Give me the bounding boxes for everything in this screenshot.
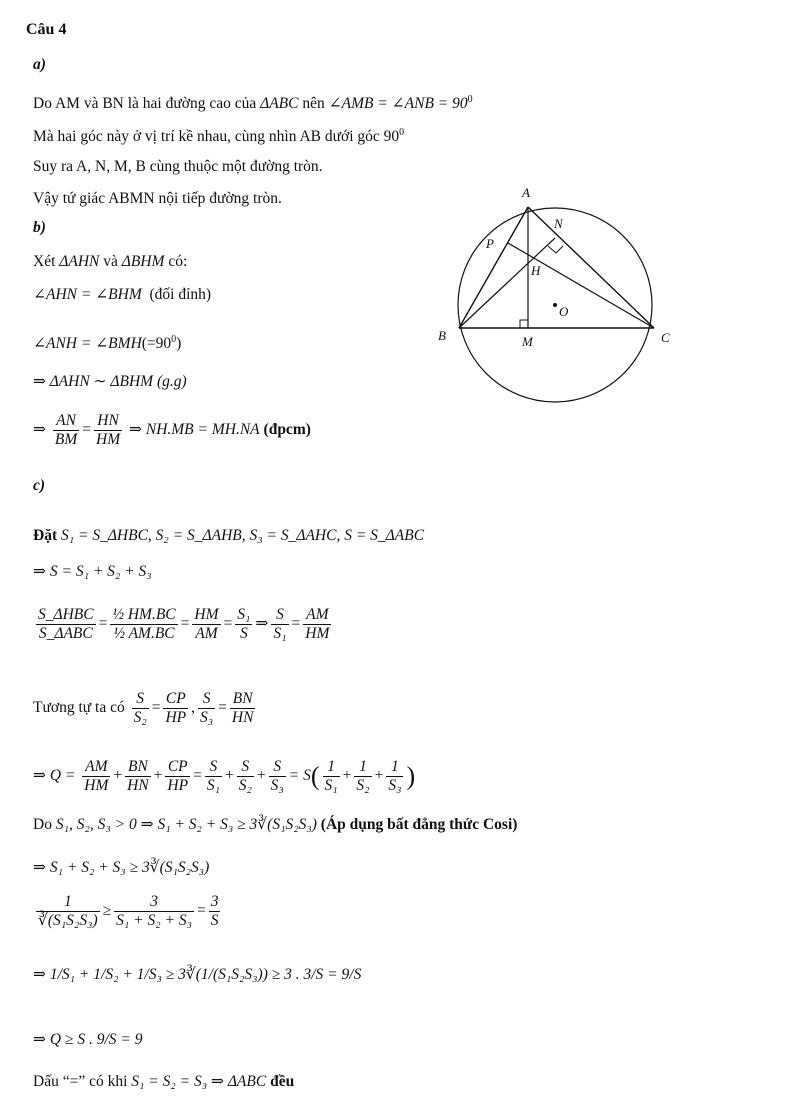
- num: S: [269, 758, 286, 777]
- num: S: [198, 690, 215, 709]
- den: S₁: [324, 777, 338, 794]
- den: HN: [127, 777, 149, 794]
- part-c-ratio: $\frac{\text{S\_ΔHBC}}{\text{S\_ΔABC}}$ = $\frac{\text{½ HM.BC}}{\text{½ AM.BC}}$ = $\frac{HM}{AM}$ = $\frac{\text{S₁}}{S}$ ⇒ $\frac{S}{\text{S₁}}$ = $\frac{AM}{HM}$: [38, 606, 330, 642]
- label-o: O: [559, 304, 569, 319]
- fraction-hn-hm: [94, 412, 122, 449]
- triangle-abc: ΔABC: [260, 95, 299, 113]
- num: S_ΔHBC: [38, 606, 94, 623]
- num: S: [132, 690, 149, 709]
- arrow: ⇒: [33, 421, 46, 439]
- fraction: [386, 758, 403, 795]
- part-a-label: a): [33, 56, 46, 73]
- definition: S₁ = S_ΔHBC, S₂ = S_ΔAHB, S₃ = S_ΔAHC, S = S_ΔABC: [60, 527, 425, 544]
- text: Dấu “=” có khi: [33, 1073, 128, 1090]
- value: (=90: [141, 335, 172, 353]
- num: S: [205, 758, 222, 777]
- note: (Áp dụng bất đẳng thức Cosi): [320, 816, 518, 833]
- text: Do: [33, 816, 52, 833]
- part-b-line-1: [33, 252, 187, 272]
- question-title: Câu 4: [26, 21, 67, 38]
- result: ⇒ Q ≥ S . 9/S = 9: [33, 1031, 143, 1048]
- triangle-ahn: ΔAHN: [59, 253, 100, 270]
- den: ½ AM.BC: [113, 625, 175, 642]
- den: HM: [96, 431, 121, 448]
- angle-equation: ∠ANH = ∠BMH: [33, 335, 142, 353]
- num: HN: [94, 412, 122, 431]
- num: AM: [303, 606, 331, 625]
- text: Tương tự ta có: [33, 699, 125, 717]
- part-c-label: c): [33, 477, 46, 494]
- part-c-q-result: [33, 1030, 142, 1050]
- angle-90: 90: [383, 128, 400, 146]
- fraction: [198, 690, 215, 727]
- fraction: [205, 758, 222, 795]
- part-b-line-3: [33, 330, 181, 354]
- den: HN: [231, 709, 254, 726]
- den: S₁ + S₂ + S₃: [116, 912, 192, 929]
- fraction: [125, 758, 151, 795]
- den: HM: [305, 625, 330, 642]
- den: S_ΔABC: [38, 625, 93, 642]
- part-c-sum: [33, 562, 152, 582]
- part-b-line-5: ⇒ $\frac{AN}{BM}$ = $\frac{HN}{HM}$ ⇒ NH.MB = MH.NA (đpcm): [33, 412, 311, 448]
- num: 1: [386, 758, 403, 777]
- den: S₃: [388, 777, 402, 794]
- num: 3: [114, 893, 194, 912]
- num: BN: [125, 758, 151, 777]
- fraction: [36, 606, 96, 643]
- fraction: [323, 758, 340, 795]
- den: BM: [54, 431, 78, 448]
- den: S: [210, 912, 219, 929]
- fraction: [192, 606, 220, 643]
- am-gm: S₁, S₂, S₃ > 0 ⇒ S₁ + S₂ + S₃ ≥ 3∛(S₁S₂S₃): [55, 816, 317, 833]
- fraction: [165, 758, 190, 795]
- num: BN: [230, 690, 256, 709]
- degree: 0: [399, 127, 405, 138]
- den: S: [239, 625, 248, 642]
- part-a-line-3: Suy ra A, N, M, B cùng thuộc một đường tròn.: [33, 158, 323, 175]
- note: (đpcm): [263, 421, 311, 439]
- num: S: [271, 606, 288, 625]
- num: HM: [194, 606, 219, 623]
- equality-condition: S₁ = S₂ = S₃ ⇒ ΔABC: [131, 1073, 267, 1090]
- center-dot: [553, 303, 557, 307]
- text: đều: [270, 1073, 295, 1090]
- label-h: H: [531, 263, 541, 278]
- inequality: ⇒ S₁ + S₂ + S₃ ≥ 3∛(S₁S₂S₃): [33, 859, 210, 876]
- fraction: [269, 758, 286, 795]
- note: (g.g): [156, 373, 187, 390]
- angle-equation: ∠AHN = ∠BHM: [33, 286, 142, 303]
- similarity: ⇒ ΔAHN ∼ ΔBHM: [33, 373, 154, 390]
- fraction: [82, 758, 110, 795]
- degree: 0: [467, 94, 473, 105]
- num: S: [237, 758, 254, 777]
- degree: 0: [171, 334, 177, 345]
- fraction: [36, 893, 100, 930]
- num: CP: [165, 758, 190, 777]
- part-b-label: b): [33, 219, 46, 236]
- segment-cp: [508, 243, 654, 328]
- result: ⇒ NH.MB = MH.NA: [129, 421, 260, 439]
- label-n: N: [554, 216, 563, 231]
- note: (đối đỉnh): [149, 286, 212, 303]
- sum: ⇒ S = S₁ + S₂ + S₃: [33, 563, 152, 580]
- num: 1: [354, 758, 371, 777]
- label-p: P: [486, 236, 494, 251]
- paren: (: [310, 761, 320, 791]
- den: S₁: [206, 777, 220, 794]
- q-start: ⇒ Q =: [33, 767, 76, 785]
- den: S₂: [238, 777, 252, 794]
- segment-ab: [459, 207, 528, 328]
- right-angle-n: [548, 246, 563, 253]
- num: AM: [82, 758, 110, 777]
- paren: ): [176, 335, 182, 353]
- geometry-figure: [430, 180, 690, 410]
- den: S₂: [133, 709, 147, 726]
- part-c-equality: [33, 1072, 294, 1092]
- label-m: M: [522, 334, 533, 349]
- part-a-line-4: Vậy tứ giác ABMN nội tiếp đường tròn.: [33, 190, 282, 207]
- den: HM: [84, 777, 109, 794]
- label-c: C: [661, 330, 670, 345]
- part-b-line-2: [33, 285, 211, 305]
- fraction: [209, 893, 221, 930]
- ge: ≥: [102, 902, 112, 920]
- den: S₂: [356, 777, 370, 794]
- part-c-ineq-2: $\frac{1}{\text{∛(S₁S₂S₃)}}$ ≥ $\frac{3}{\text{S₁ + S₂ + S₃}}$ = $\frac{3}{S}$: [38, 893, 219, 929]
- fraction: [354, 758, 371, 795]
- num: ½ HM.BC: [112, 606, 176, 623]
- den: ∛(S₁S₂S₃): [38, 912, 98, 929]
- angle-equation: ∠AMB = ∠ANB = 90: [328, 95, 468, 113]
- den: S₁: [273, 625, 287, 642]
- den: AM: [195, 625, 218, 642]
- arrow: ⇒: [255, 615, 269, 633]
- right-angle-m: [520, 320, 528, 328]
- num: 1: [323, 758, 340, 777]
- fraction: [132, 690, 149, 727]
- fraction: [303, 606, 331, 643]
- den: HP: [165, 709, 187, 726]
- den: S₃: [270, 777, 284, 794]
- part-a-line-1: [33, 90, 473, 114]
- den: S₃: [200, 709, 214, 726]
- text: có:: [164, 253, 188, 270]
- triangle-bhm: ΔBHM: [121, 253, 165, 270]
- num: CP: [163, 690, 188, 709]
- text: và: [99, 253, 122, 270]
- fraction: [163, 690, 188, 727]
- fraction-an-bm: [53, 412, 79, 449]
- num: 1: [36, 893, 100, 912]
- den: HP: [167, 777, 189, 794]
- part-c-ineq-3: [33, 965, 361, 985]
- paren: ): [406, 761, 416, 791]
- fraction: [235, 606, 252, 643]
- text: Đặt: [33, 527, 58, 544]
- label-b: B: [438, 328, 446, 343]
- part-c-do: [33, 815, 517, 835]
- text: nên: [298, 95, 329, 113]
- part-b-line-4: [33, 372, 187, 392]
- label-a: A: [522, 185, 530, 200]
- part-a-line-2: [33, 123, 404, 147]
- segment-ac: [528, 207, 654, 328]
- q-tail: = S: [288, 767, 311, 785]
- num: AN: [53, 412, 79, 431]
- text: Do AM và BN là hai đường cao của: [33, 95, 261, 113]
- num: 3: [210, 893, 219, 910]
- part-c-dat: [33, 526, 424, 546]
- text: Mà hai góc này ở vị trí kề nhau, cùng nhìn AB dưới góc: [33, 128, 384, 146]
- fraction: [114, 893, 194, 930]
- part-c-ineq-1: [33, 858, 209, 878]
- part-c-tuong-tu: Tương tự ta có $\frac{S}{\text{S₂}}$ = $\frac{CP}{HP}$ , $\frac{S}{\text{S₃}}$ = $\frac{BN}{HN}$: [33, 690, 254, 726]
- fraction: [110, 606, 177, 643]
- num: S₁: [237, 606, 251, 623]
- fraction: [237, 758, 254, 795]
- fraction: [230, 690, 256, 727]
- inequality: ⇒ 1/S₁ + 1/S₂ + 1/S₃ ≥ 3∛(1/(S₁S₂S₃)) ≥ 3 . 3/S = 9/S: [33, 966, 362, 983]
- fraction: [271, 606, 288, 643]
- part-c-q: ⇒ Q = $\frac{AM}{HM}$ + $\frac{BN}{HN}$ + $\frac{CP}{HP}$ = $\frac{S}{\text{S₁}}$ + $\frac{S}{\text{S₂}}$ + $\frac{S}{\text{S₃}}$ = S( $\frac{1}{\text{S₁}}$ + $\frac{1}{\text{S₂}}$ + $\frac{1}{\text{S₃}}$ ): [33, 758, 416, 794]
- text: Xét: [33, 253, 60, 270]
